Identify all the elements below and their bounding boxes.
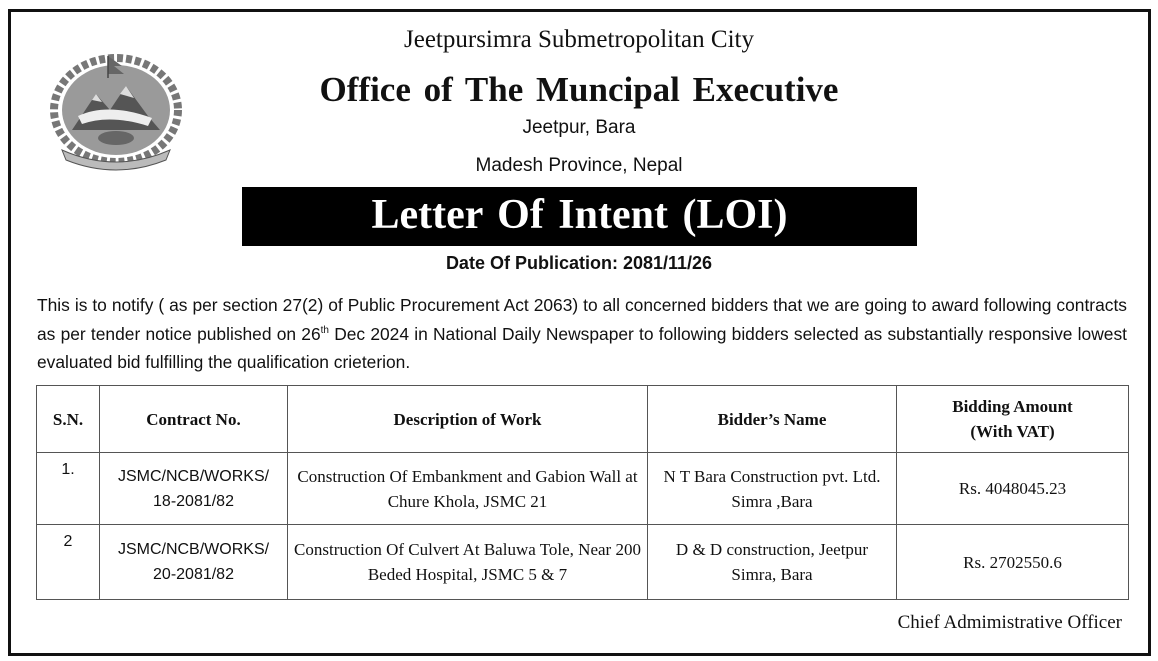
header-bidder-name: Bidder’s Name [648, 386, 897, 453]
contract-no-line2: 20-2081/82 [153, 566, 234, 583]
contract-no-line1: JSMC/NCB/WORKS/ [117, 467, 270, 485]
cell-bidder-name: N T Bara Construction pvt. Ltd. Simra ,Bara [648, 453, 897, 525]
cell-sn: 1. [37, 453, 100, 525]
cell-contract-no [100, 453, 288, 525]
cell-bidding-amount: Rs. 2702550.6 [897, 525, 1129, 600]
table-row [37, 453, 1129, 525]
office-name: Office of The Muncipal Executive [319, 70, 839, 109]
signatory-title: Chief Admimistrative Officer [897, 612, 1122, 633]
header-amount-line2: (With VAT) [970, 422, 1055, 441]
city-name: Jeetpursimra Submetropolitan City [404, 26, 754, 53]
cell-bidding-amount: Rs. 4048045.23 [897, 453, 1129, 525]
contract-no-line1: JSMC/NCB/WORKS/ [117, 541, 270, 558]
header-contract-no: Contract No. [100, 386, 288, 453]
table-header-row [37, 386, 1129, 453]
address-line-city: Jeetpur, Bara [522, 117, 636, 138]
cell-sn: 2 [37, 525, 100, 600]
address-line-province: Madesh Province, Nepal [475, 155, 683, 176]
table-row [37, 525, 1129, 600]
header-bidding-amount [897, 386, 1129, 453]
notice-text-start: This is to notify ( as per section 27(2) of Public Procurement Act 2063) to all concerned bidders that we are going to award following contracts as per tender notice published on 26 [37, 295, 1127, 344]
header-amount-line1: Bidding Amount [952, 397, 1073, 416]
contract-no-line2: 18-2081/82 [153, 492, 234, 510]
notice-text-end: Dec 2024 in National Daily Newspaper to following bidders selected as substantially responsive lowest evaluated bid fulfilling the qualification crieterion. [37, 323, 1127, 372]
loi-title-banner: Letter Of Intent (LOI) [242, 187, 917, 246]
notice-ordinal-suffix: th [320, 324, 329, 336]
cell-bidder-name: D & D construction, Jeetpur Simra, Bara [648, 525, 897, 600]
publication-date: Date Of Publication: 2081/11/26 [445, 253, 713, 273]
cell-description: Construction Of Embankment and Gabion Wall at Chure Khola, JSMC 21 [288, 453, 648, 525]
header-description: Description of Work [288, 386, 648, 453]
cell-description: Construction Of Culvert At Baluwa Tole, Near 200 Beded Hospital, JSMC 5 & 7 [288, 525, 648, 600]
notice-paragraph [37, 291, 1127, 377]
header-sn: S.N. [37, 386, 100, 453]
contract-award-table [36, 385, 1129, 600]
cell-contract-no [100, 525, 288, 600]
